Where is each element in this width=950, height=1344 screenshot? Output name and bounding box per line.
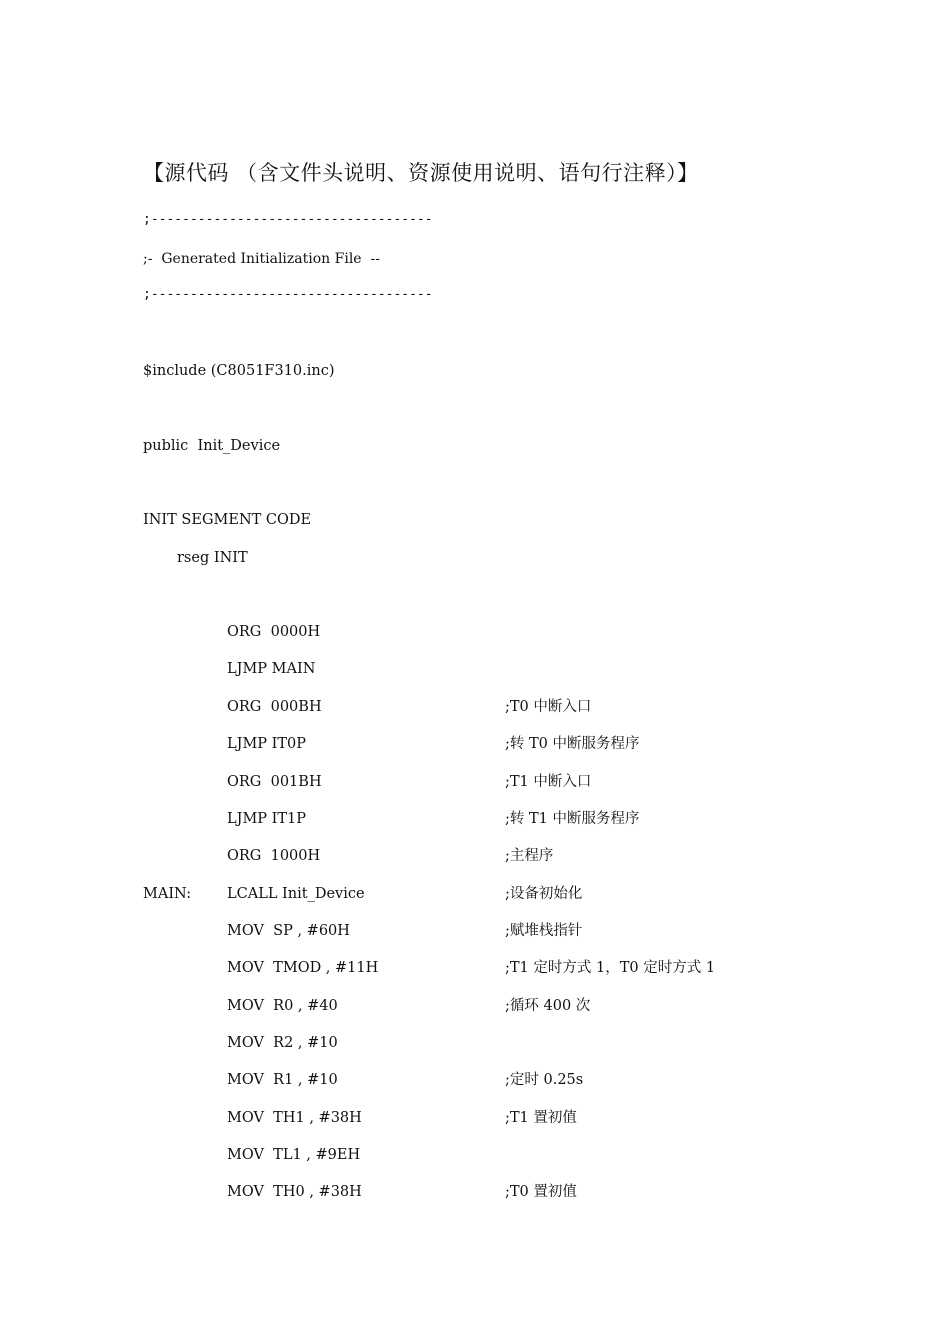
comment-rule-bottom: ;------------------------------------ <box>143 287 433 302</box>
code-comment: ;T0 中断入口 <box>505 699 592 715</box>
code-comment: ;主程序 <box>505 848 554 864</box>
code-comment: ;赋堆栈指针 <box>505 923 583 939</box>
code-label: MAIN: <box>143 886 192 902</box>
code-comment: ;定时 0.25s <box>505 1072 584 1088</box>
code-instruction: MOV R0 , #40 <box>227 998 338 1014</box>
code-comment: ;循环 400 次 <box>505 998 591 1014</box>
public-declaration: public Init_Device <box>143 438 281 454</box>
code-comment: ;转 T1 中断服务程序 <box>505 811 640 827</box>
code-instruction: ORG 001BH <box>227 774 322 790</box>
comment-rule-top: ;------------------------------------ <box>143 212 433 227</box>
code-instruction: MOV R2 , #10 <box>227 1035 338 1051</box>
code-comment: ;T0 置初值 <box>505 1184 577 1200</box>
code-instruction: LJMP IT1P <box>227 811 307 827</box>
code-comment: ;T1 中断入口 <box>505 774 592 790</box>
segment-declaration: INIT SEGMENT CODE <box>143 512 312 528</box>
include-directive: $include (C8051F310.inc) <box>143 363 335 379</box>
code-instruction: ORG 1000H <box>227 848 321 864</box>
code-instruction: MOV TH0 , #38H <box>227 1184 362 1200</box>
comment-title: ;- Generated Initialization File -- <box>143 251 380 267</box>
code-comment: ;转 T0 中断服务程序 <box>505 736 640 752</box>
code-instruction: ORG 0000H <box>227 624 321 640</box>
code-instruction: MOV TH1 , #38H <box>227 1110 362 1126</box>
code-instruction: MOV TMOD , #11H <box>227 960 379 976</box>
section-heading: 【源代码 （含文件头说明、资源使用说明、语句行注释）】 <box>143 161 699 185</box>
code-comment: ;T1 置初值 <box>505 1110 577 1126</box>
code-instruction: MOV SP , #60H <box>227 923 350 939</box>
code-instruction: LJMP MAIN <box>227 661 316 677</box>
code-comment: ;T1 定时方式 1，T0 定时方式 1 <box>505 960 716 976</box>
code-instruction: LJMP IT0P <box>227 736 307 752</box>
rseg-directive: rseg INIT <box>177 550 248 566</box>
code-instruction: ORG 000BH <box>227 699 322 715</box>
code-instruction: MOV TL1 , #9EH <box>227 1147 361 1163</box>
code-instruction: MOV R1 , #10 <box>227 1072 338 1088</box>
code-comment: ;设备初始化 <box>505 886 583 902</box>
code-instruction: LCALL Init_Device <box>227 886 365 902</box>
